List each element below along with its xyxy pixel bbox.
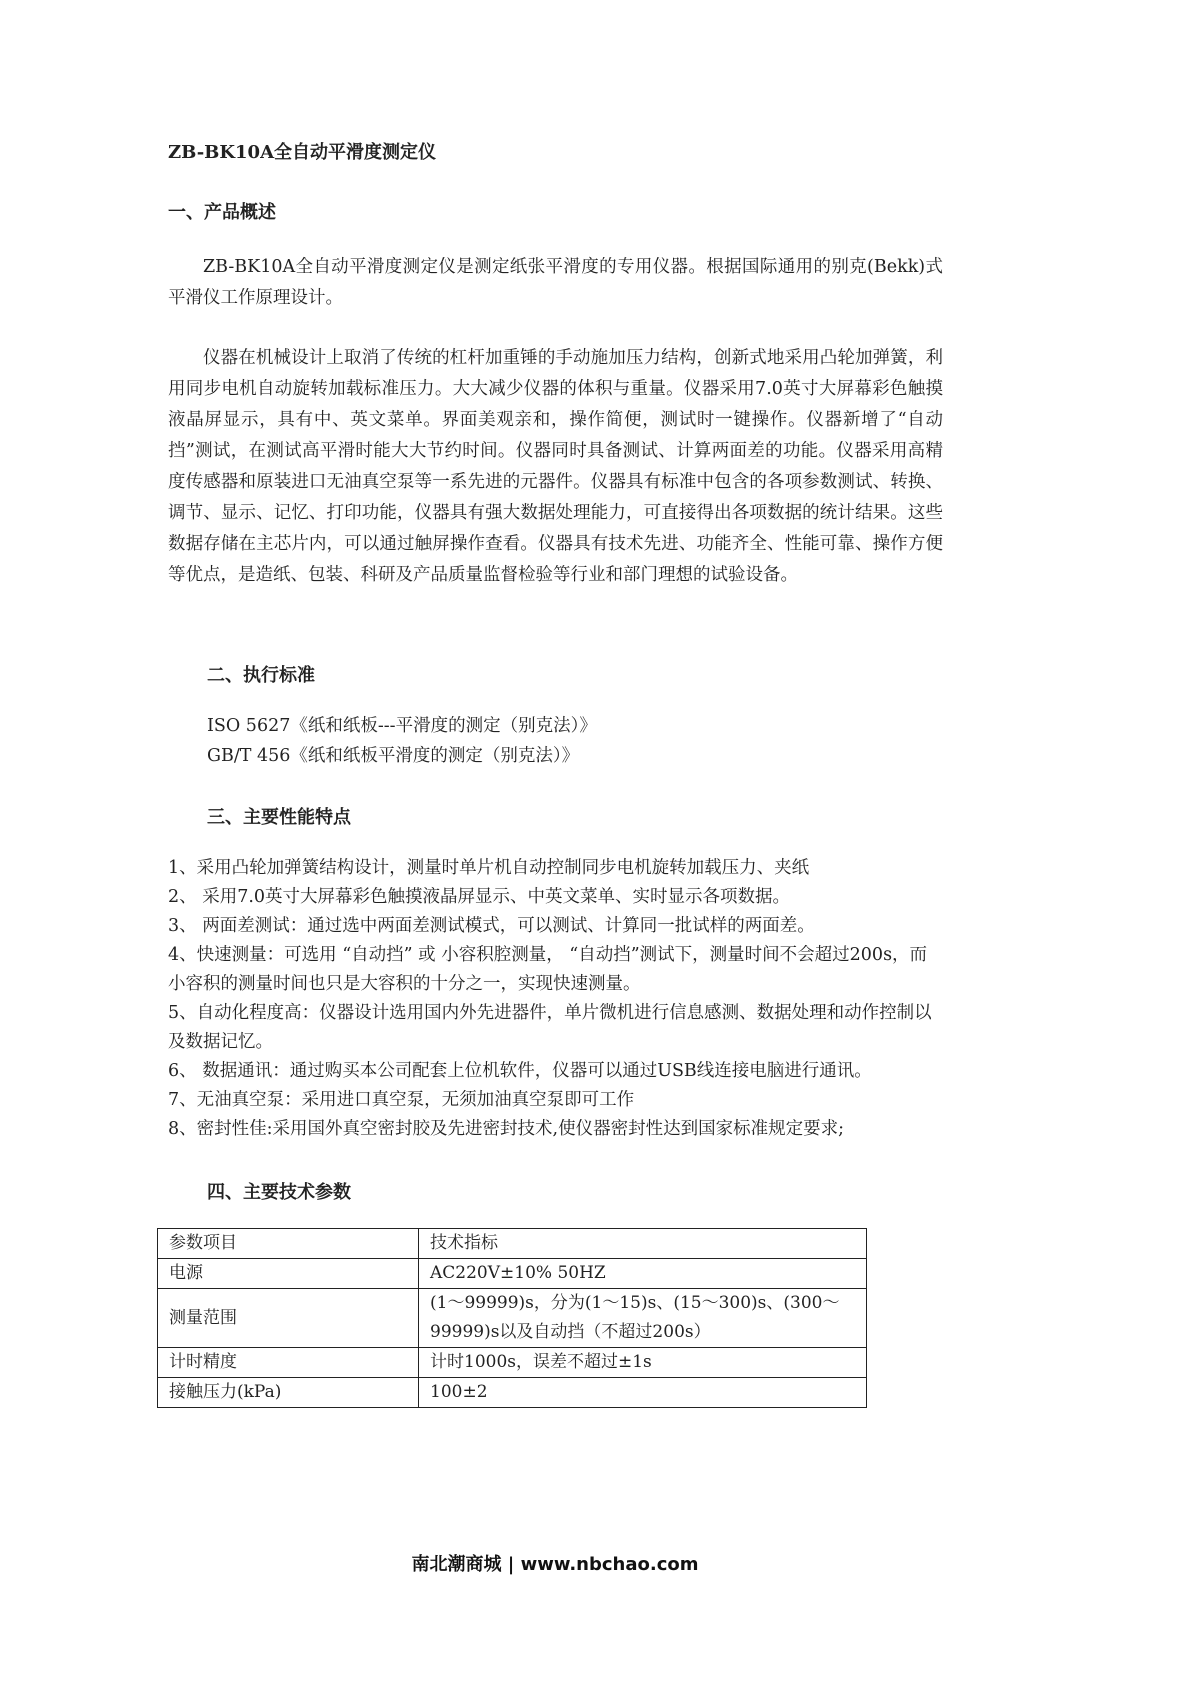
table-header-cell: 参数项目 bbox=[158, 1229, 419, 1259]
table-row bbox=[158, 1348, 867, 1378]
feature-item: 2、 采用7.0英寸大屏幕彩色触摸液晶屏显示、中英文菜单、实时显示各项数据。 bbox=[168, 887, 791, 907]
feature-item: 1、采用凸轮加弹簧结构设计，测量时单片机自动控制同步电机旋转加载压力、夹纸 bbox=[168, 858, 810, 878]
specs-table bbox=[157, 1228, 867, 1408]
table-cell: 计时1000s，误差不超过±1s bbox=[419, 1348, 867, 1378]
table-cell: (1～99999)s，分为(1～15)s、(15～300)s、(300～99999)s以及自动挡（不超过200s） bbox=[419, 1289, 867, 1348]
section-heading-standards: 二、执行标准 bbox=[207, 665, 315, 686]
table-row bbox=[158, 1378, 867, 1408]
feature-item: 6、 数据通讯：通过购买本公司配套上位机软件，仪器可以通过USB线连接电脑进行通讯。 bbox=[168, 1061, 872, 1081]
section-heading-overview: 一、产品概述 bbox=[168, 202, 276, 223]
features-list bbox=[168, 854, 943, 1144]
table-cell: AC220V±10% 50HZ bbox=[419, 1259, 867, 1289]
table-cell: 接触压力(kPa) bbox=[158, 1378, 419, 1408]
standards-list bbox=[207, 711, 947, 771]
table-header-cell: 技术指标 bbox=[419, 1229, 867, 1259]
table-cell: 计时精度 bbox=[158, 1348, 419, 1378]
overview-paragraph-1: ZB-BK10A全自动平滑度测定仪是测定纸张平滑度的专用仪器。根据国际通用的别克(Bekk)式平滑仪工作原理设计。 bbox=[168, 257, 943, 308]
footer-site-link[interactable]: 南北潮商城 | www.nbchao.com bbox=[411, 1554, 699, 1575]
feature-item: 7、无油真空泵：采用进口真空泵，无须加油真空泵即可工作 bbox=[168, 1090, 635, 1110]
document-title: ZB-BK10A全自动平滑度测定仪 bbox=[168, 142, 437, 163]
section-heading-features: 三、主要性能特点 bbox=[207, 807, 351, 828]
section-heading-specs: 四、主要技术参数 bbox=[207, 1182, 351, 1203]
table-cell: 电源 bbox=[158, 1259, 419, 1289]
table-cell: 100±2 bbox=[419, 1378, 867, 1408]
table-row bbox=[158, 1289, 867, 1348]
feature-item: 3、 两面差测试：通过选中两面差测试模式，可以测试、计算同一批试样的两面差。 bbox=[168, 916, 815, 936]
feature-item: 5、自动化程度高：仪器设计选用国内外先进器件，单片微机进行信息感测、数据处理和动作控制以及数据记忆。 bbox=[168, 1003, 932, 1052]
overview-paragraph-2: 仪器在机械设计上取消了传统的杠杆加重锤的手动施加压力结构，创新式地采用凸轮加弹簧，利用同步电机自动旋转加载标准压力。大大减少仪器的体积与重量。仪器采用7.0英寸大屏幕彩色触摸液晶屏显示，具有中、英文菜单。界面美观亲和，操作简便，测试时一键操作。仪器新增了“自动挡”测试，在测试高平滑时能大大节约时间。仪器同时具备测试、计算两面差的功能。仪器采用高精度传感器和原装进口无油真空泵等一系先进的元器件。仪器具有标准中包含的各项参数测试、转换、调节、显示、记忆、打印功能，仪器具有强大数据处理能力，可直接得出各项数据的统计结果。这些数据存储在主芯片内，可以通过触屏操作查看。仪器具有技术先进、功能齐全、性能可靠、操作方便等优点，是造纸、包装、科研及产品质量监督检验等行业和部门理想的试验设备。 bbox=[168, 348, 943, 585]
table-header-row bbox=[158, 1229, 867, 1259]
standard-item: GB/T 456《纸和纸板平滑度的测定（别克法）》 bbox=[207, 746, 580, 766]
standard-item: ISO 5627《纸和纸板---平滑度的测定（别克法）》 bbox=[207, 716, 597, 736]
feature-item: 8、密封性佳:采用国外真空密封胶及先进密封技术,使仪器密封性达到国家标准规定要求; bbox=[168, 1119, 844, 1139]
table-row bbox=[158, 1259, 867, 1289]
table-cell: 测量范围 bbox=[158, 1289, 419, 1348]
feature-item: 4、快速测量：可选用 “自动挡” 或 小容积腔测量， “自动挡”测试下，测量时间不会超过200s，而小容积的测量时间也只是大容积的十分之一，实现快速测量。 bbox=[168, 945, 928, 994]
